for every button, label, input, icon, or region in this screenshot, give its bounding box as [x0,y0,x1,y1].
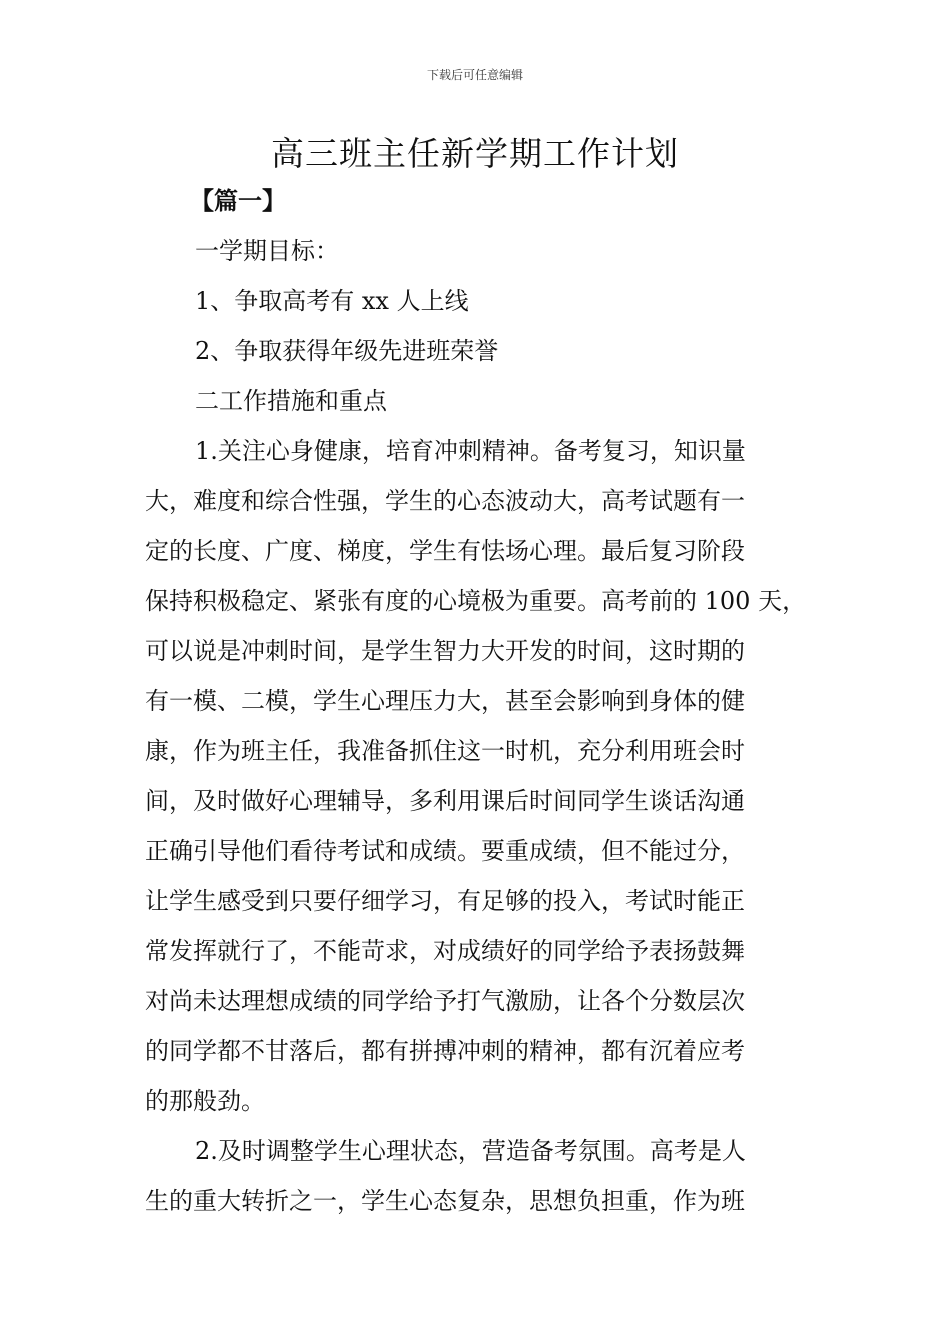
text-line: 可以说是冲刺时间，是学生智力大开发的时间，这时期的 [145,637,745,665]
text-line: 让学生感受到只要仔细学习，有足够的投入，考试时能正 [145,887,745,915]
text-line: 保持积极稳定、紧张有度的心境极为重要。高考前的 100 天， [145,587,807,615]
text-line: 生的重大转折之一，学生心态复杂，思想负担重，作为班 [145,1187,745,1215]
text-line: 定的长度、广度、梯度，学生有怯场心理。最后复习阶段 [145,537,745,565]
text-line: 2.及时调整学生心理状态，营造备考氛围。高考是人 [195,1137,746,1165]
text-line: 康，作为班主任，我准备抓住这一时机，充分利用班会时 [145,737,745,765]
text-line: 的同学都不甘落后，都有拼搏冲刺的精神，都有沉着应考 [145,1037,745,1065]
text-line: 有一模、二模，学生心理压力大，甚至会影响到身体的健 [145,687,745,715]
page-header-note: 下载后可任意编辑 [426,68,523,82]
document-title: 高三班主任新学期工作计划 [271,134,679,173]
text-line: 1.关注心身健康，培育冲刺精神。备考复习，知识量 [195,437,746,465]
text-line: 大，难度和综合性强，学生的心态波动大，高考试题有一 [145,487,745,515]
text-line: 的那般劲。 [145,1087,265,1115]
text-line: 1、争取高考有 xx 人上线 [195,287,469,315]
text-line: 二工作措施和重点 [195,387,387,415]
paragraph-lines [145,226,815,1226]
document-body [145,176,815,1226]
text-line: 一学期目标： [195,237,339,265]
text-line: 常发挥就行了，不能苛求，对成绩好的同学给予表扬鼓舞 [145,937,745,965]
text-line: 2、争取获得年级先进班荣誉 [195,337,499,365]
section-label: 【篇一】 [190,186,286,215]
text-line: 间，及时做好心理辅导，多利用课后时间同学生谈话沟通 [145,787,745,815]
text-line: 正确引导他们看待考试和成绩。要重成绩，但不能过分， [145,837,745,865]
text-line: 对尚未达理想成绩的同学给予打气激励，让各个分数层次 [145,987,745,1015]
